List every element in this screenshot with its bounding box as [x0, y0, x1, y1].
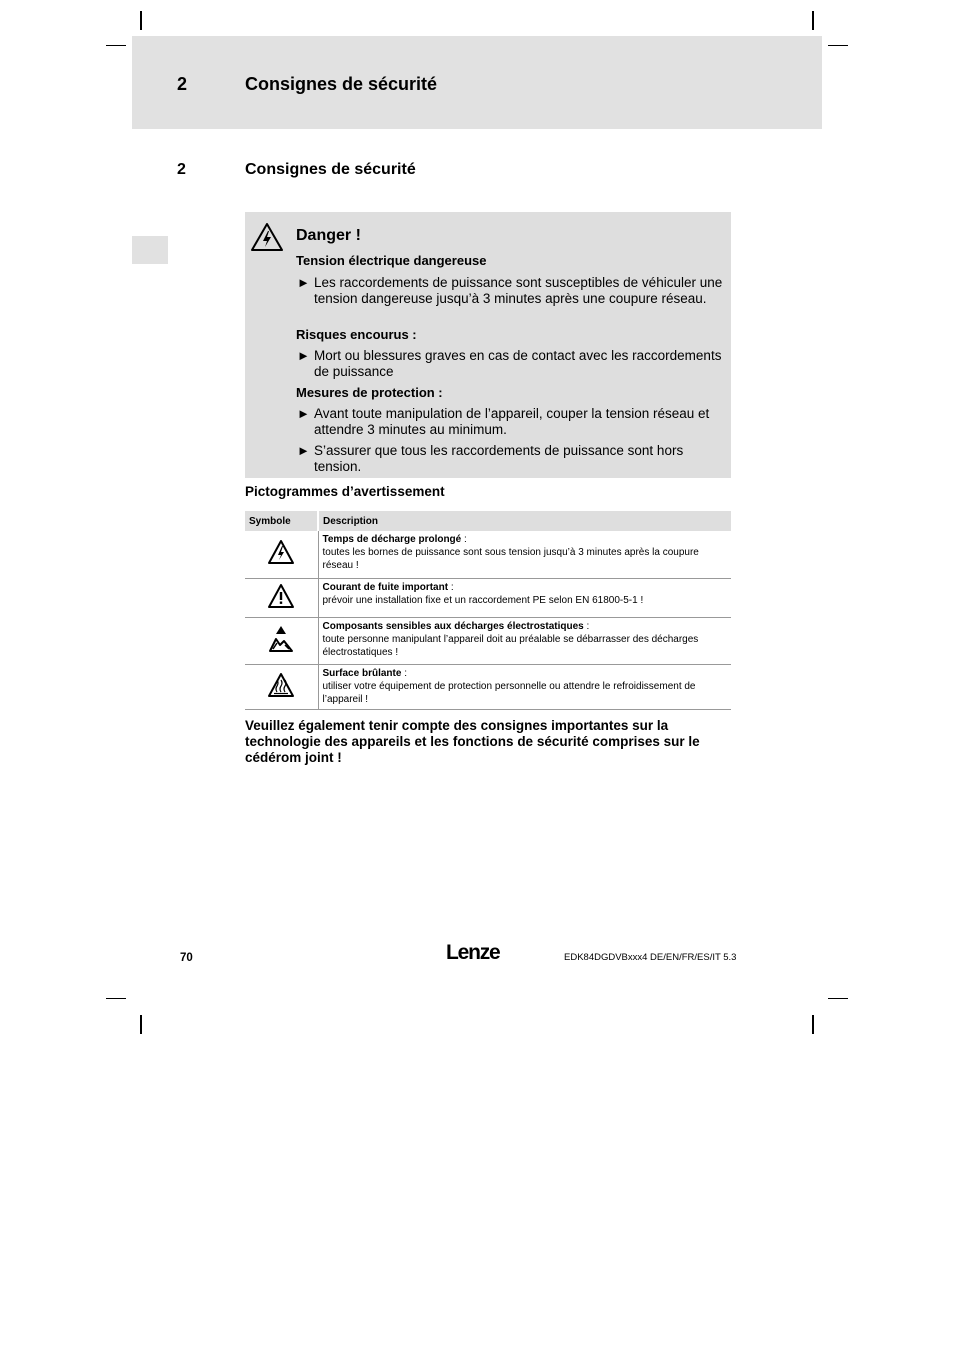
- chapter-header: [132, 36, 822, 129]
- crop-mark: [812, 1015, 814, 1034]
- pictogram-title: Courant de fuite important: [322, 581, 449, 593]
- pictogram-title: Surface brûlante: [322, 667, 402, 679]
- esd-warning-icon: [267, 625, 295, 653]
- column-header-symbol: Symbole: [245, 511, 318, 531]
- pictogram-title-suffix: :: [461, 534, 467, 545]
- description-cell: [318, 664, 731, 709]
- side-tab-marker: [132, 236, 168, 264]
- crop-mark: [106, 45, 126, 46]
- pictogram-title-suffix: :: [448, 581, 454, 593]
- symbol-cell: [245, 617, 318, 664]
- column-header-description: Description: [318, 511, 731, 531]
- section-number: 2: [177, 161, 186, 178]
- protection-item: S’assurer que tous les raccordements de puissance sont hors tension.: [314, 443, 684, 474]
- crop-mark: [828, 45, 848, 46]
- bullet-icon: ►: [297, 348, 310, 363]
- pictogram-text: toutes les bornes de puissance sont sous tension jusqu’à 3 minutes après la coupure réseau !: [322, 547, 699, 571]
- bullet-icon: ►: [297, 443, 310, 458]
- description-cell: [318, 617, 731, 664]
- pictogram-title: Temps de décharge prolongé: [322, 534, 462, 545]
- pictogram-title-suffix: :: [583, 620, 590, 632]
- page-number: 70: [180, 952, 193, 964]
- chapter-title: Consignes de sécurité: [245, 74, 438, 94]
- pictogram-text: toute personne manipulant l’appareil doit au préalable se débarrasser des décharges électrostatiques !: [322, 633, 699, 658]
- hazard-item: Les raccordements de puissance sont susceptibles de véhiculer une tension dangereuse jusqu’à 3 minutes après une coupure réseau.: [314, 275, 723, 306]
- symbol-cell: [245, 664, 318, 709]
- pictogram-title-suffix: :: [401, 667, 407, 679]
- crop-mark: [140, 11, 142, 30]
- final-note: Veuillez également tenir compte des consignes importantes sur la technologie des appareils et les fonctions de sécurité comprises sur le cédérom joint !: [245, 718, 700, 765]
- crop-mark: [828, 998, 848, 999]
- description-cell: [318, 531, 731, 578]
- pictogram-text: utiliser votre équipement de protection personnelle ou attendre le refroidissement de l’appareil !: [322, 680, 696, 705]
- crop-mark: [140, 1015, 142, 1034]
- danger-title: Danger !: [296, 227, 361, 244]
- table-header-row: [245, 511, 731, 531]
- protection-item: Avant toute manipulation de l’appareil, couper la tension réseau et attendre 3 minutes au minimum.: [314, 406, 710, 437]
- danger-box: [245, 212, 731, 478]
- protection-label: Mesures de protection :: [296, 385, 443, 400]
- section-title: Consignes de sécurité: [245, 161, 416, 178]
- bullet-icon: ►: [297, 275, 310, 290]
- symbol-cell: [245, 578, 318, 617]
- description-cell: [318, 578, 731, 617]
- pictogram-title: Composants sensibles aux décharges électrostatiques: [322, 620, 584, 632]
- pictograms-title: Pictogrammes d’avertissement: [245, 484, 445, 499]
- electric-shock-warning-icon: [250, 222, 284, 252]
- general-warning-icon: [267, 583, 295, 609]
- table-row: [245, 531, 731, 578]
- electric-shock-warning-icon: [267, 539, 295, 565]
- table-row: [245, 578, 731, 617]
- crop-mark: [106, 998, 126, 999]
- hazard-subtitle: Tension électrique dangereuse: [296, 253, 487, 268]
- hot-surface-warning-icon: [267, 672, 295, 698]
- crop-mark: [812, 11, 814, 30]
- table-row: [245, 664, 731, 709]
- document-id: EDK84DGDVBxxx4 DE/EN/FR/ES/IT 5.3: [564, 952, 737, 963]
- symbol-cell: [245, 531, 318, 578]
- risk-item: Mort ou blessures graves en cas de contact avec les raccordements de puissance: [314, 348, 722, 379]
- pictograms-table: [245, 511, 731, 710]
- pictogram-text: prévoir une installation fixe et un raccordement PE selon EN 61800-5-1 !: [322, 594, 644, 606]
- risks-label: Risques encourus :: [296, 327, 417, 342]
- lenze-logo: Lenze: [446, 941, 500, 964]
- table-row: [245, 617, 731, 664]
- chapter-number: 2: [177, 74, 188, 94]
- bullet-icon: ►: [297, 406, 310, 421]
